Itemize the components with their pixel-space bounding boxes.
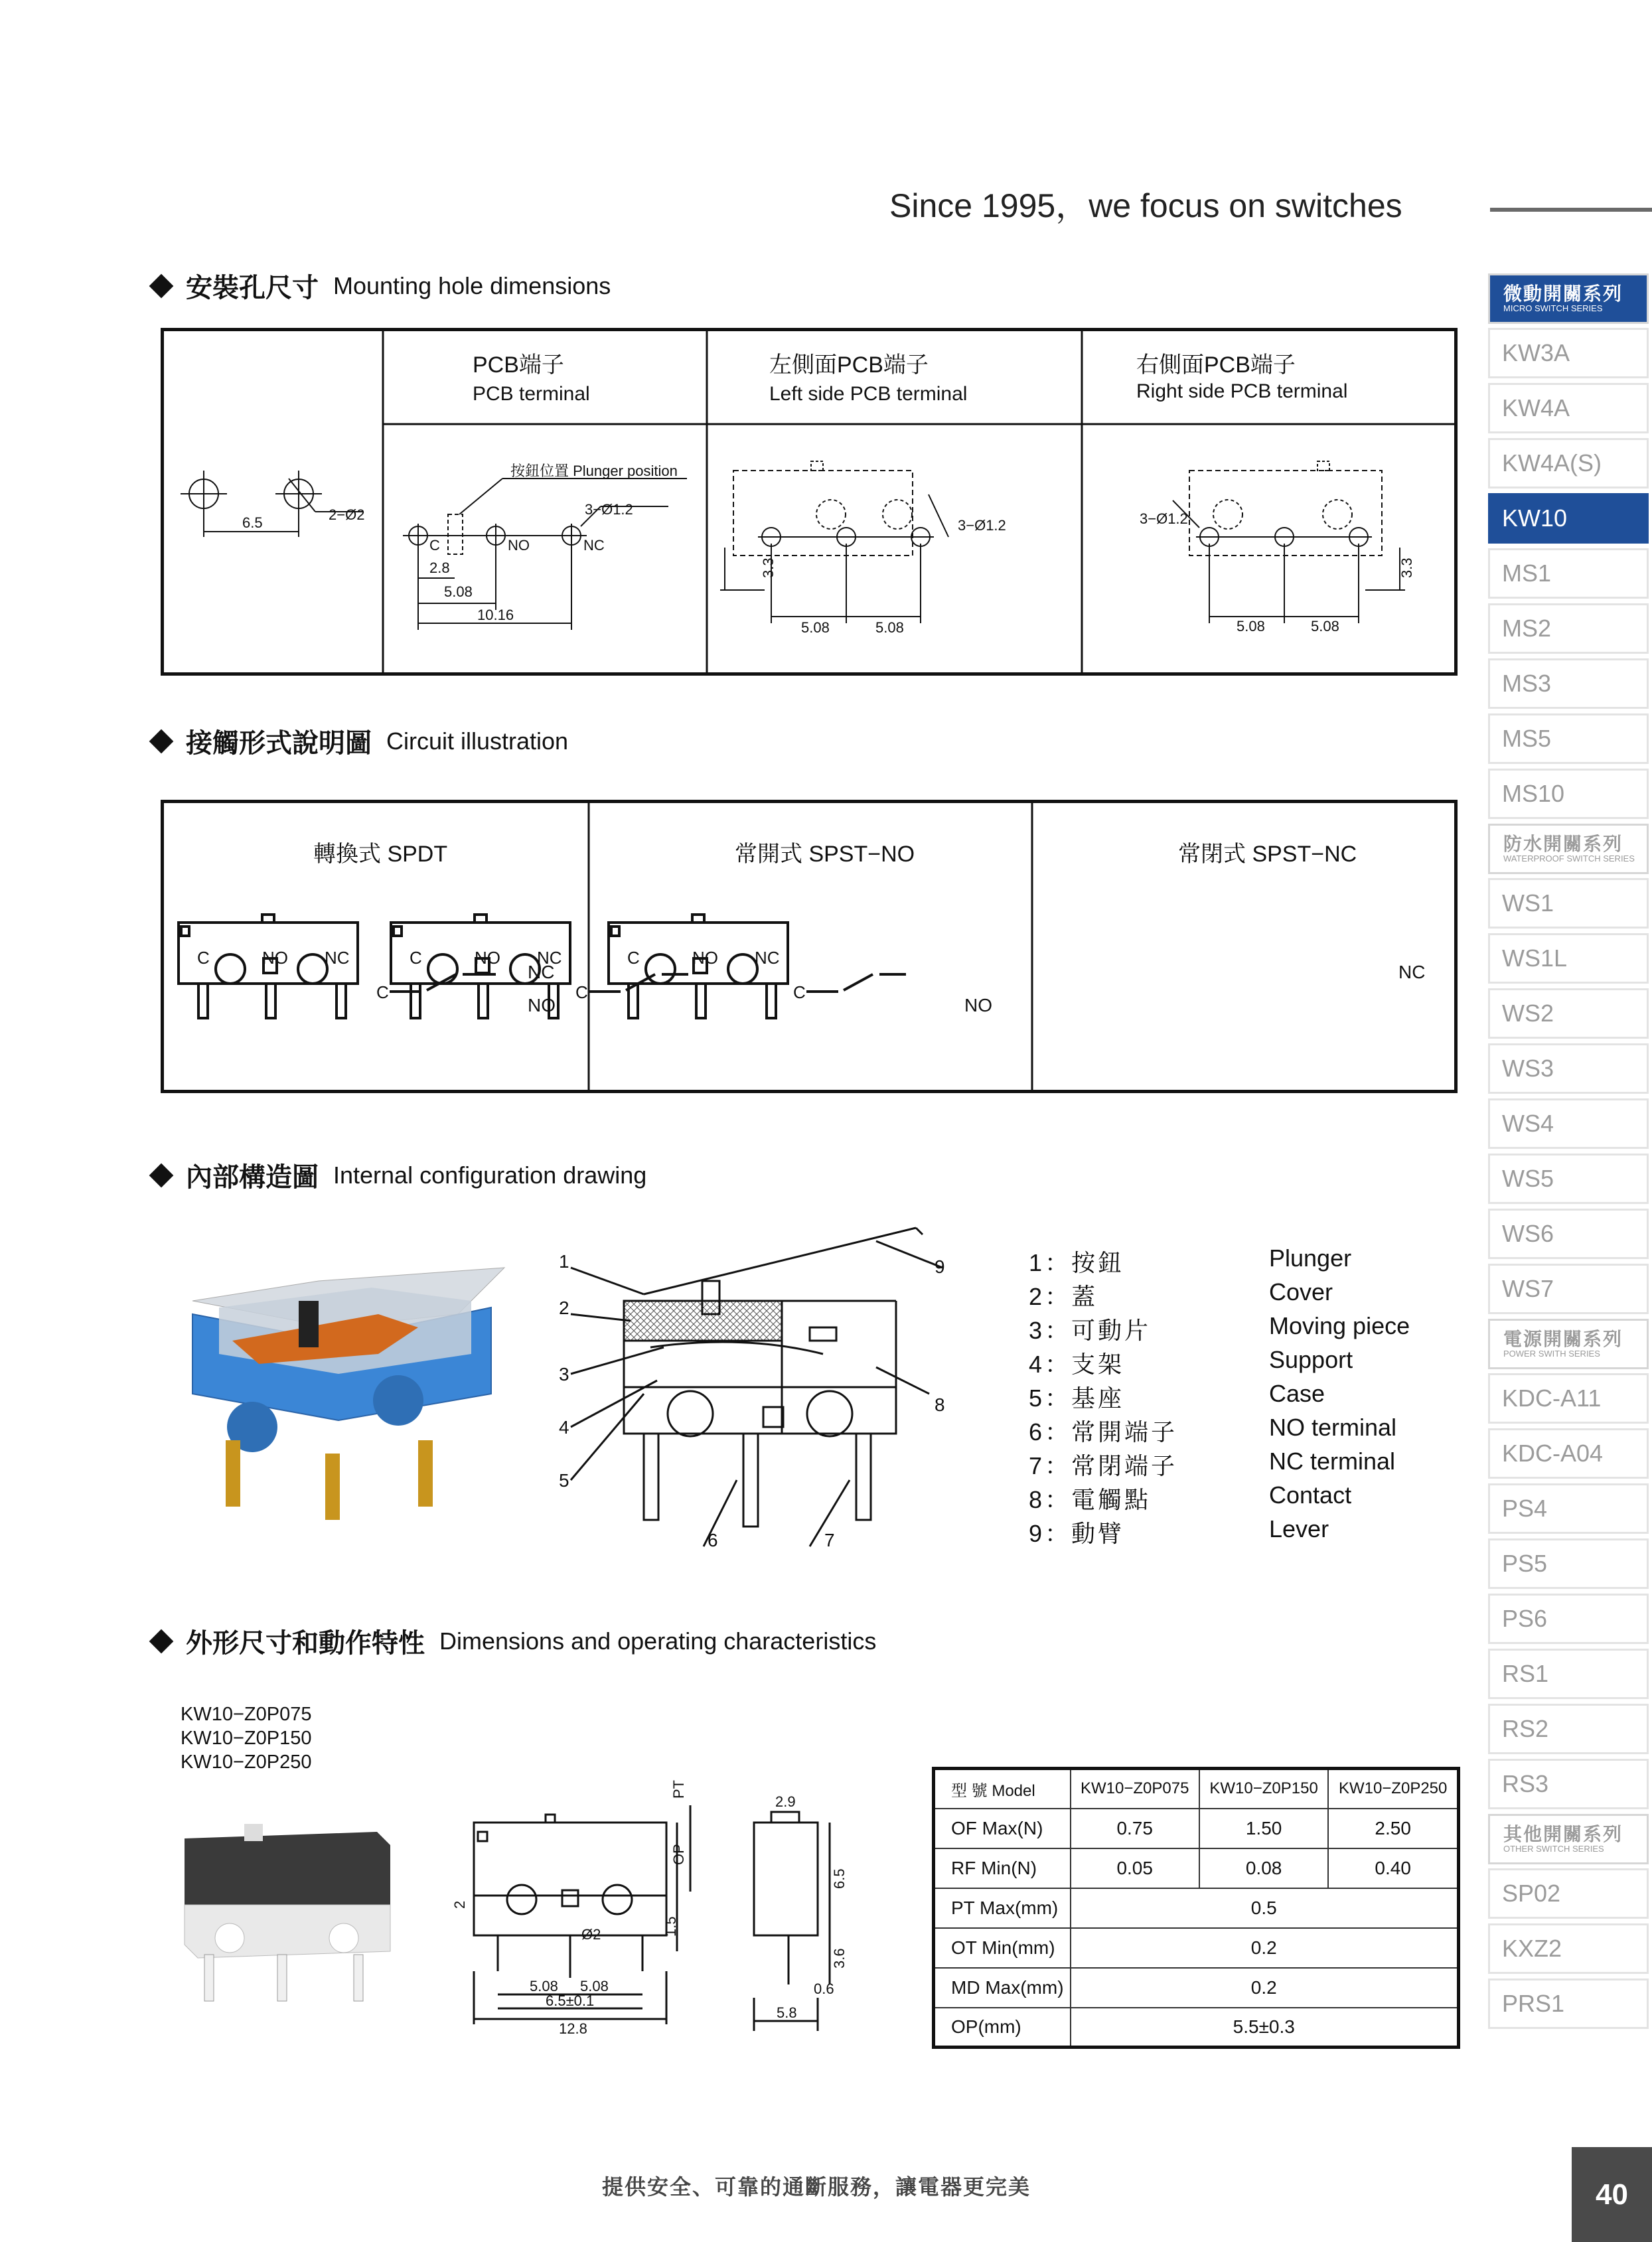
- spec-value: 0.5: [1071, 1888, 1459, 1928]
- circuit-table: [161, 800, 1458, 1093]
- svg-text:2.8: 2.8: [429, 560, 450, 576]
- circuit-drawings: [164, 803, 1454, 1090]
- svg-text:6.5: 6.5: [831, 1868, 848, 1889]
- spec-label: MD Max(mm): [934, 1968, 1071, 2008]
- sidebar-item[interactable]: WS1L: [1488, 933, 1649, 984]
- col-left-zh: 左側面PCB端子: [769, 352, 929, 378]
- svg-text:5: 5: [559, 1470, 569, 1491]
- switch-cutaway-illustration: [179, 1254, 511, 1533]
- col-pcb-en: PCB terminal: [473, 383, 590, 405]
- svg-text:PT: PT: [670, 1779, 687, 1799]
- sidebar-item[interactable]: MS2: [1488, 603, 1649, 654]
- dim-3-holes: 3−Ø1.2: [585, 501, 633, 518]
- svg-text:3.6: 3.6: [831, 1948, 848, 1969]
- spec-header-cell: KW10−Z0P250: [1328, 1769, 1458, 1809]
- sidebar-item[interactable]: PS5: [1488, 1538, 1649, 1589]
- page-number: 40: [1572, 2147, 1652, 2242]
- internal-line-drawing: [544, 1215, 969, 1560]
- spec-row: [934, 2008, 1459, 2048]
- sidebar-item[interactable]: WS4: [1488, 1098, 1649, 1149]
- legend-row: 1：按鈕 Plunger: [1029, 1244, 1352, 1276]
- diamond-bullet-icon: [149, 1629, 174, 1653]
- svg-text:12.8: 12.8: [559, 2020, 587, 2037]
- svg-text:8: 8: [935, 1394, 945, 1415]
- common-label: C: [793, 982, 806, 1002]
- legend-row: 5：基座 Case: [1029, 1380, 1325, 1412]
- svg-text:NC: NC: [583, 537, 605, 554]
- sidebar-item[interactable]: KXZ2: [1488, 1923, 1649, 1974]
- svg-text:NC: NC: [1398, 962, 1426, 982]
- mounting-table: [161, 328, 1458, 676]
- spec-label: OF Max(N): [934, 1809, 1071, 1848]
- spec-row: [934, 1809, 1459, 1848]
- sidebar-item[interactable]: WS5: [1488, 1154, 1649, 1204]
- svg-text:2: 2: [451, 1900, 468, 1909]
- spec-label: PT Max(mm): [934, 1888, 1071, 1928]
- legend-row: 9：動臂 Lever: [1029, 1515, 1329, 1547]
- svg-text:5.08: 5.08: [444, 583, 473, 600]
- spec-row: [934, 1968, 1459, 2008]
- sidebar-item[interactable]: WS2: [1488, 988, 1649, 1039]
- legend-row: 4：支架 Support: [1029, 1346, 1353, 1378]
- tagline-rule: [1490, 208, 1652, 212]
- spec-value: 0.05: [1071, 1848, 1199, 1888]
- svg-text:NC: NC: [528, 962, 555, 982]
- spec-value: 0.40: [1328, 1848, 1458, 1888]
- sidebar-item[interactable]: MS5: [1488, 713, 1649, 764]
- sidebar-item[interactable]: WS3: [1488, 1043, 1649, 1094]
- circuit-no-title: 常開式 SPST−NO: [735, 842, 915, 867]
- section-circuit-heading: 接觸形式說明圖 Circuit illustration: [153, 722, 568, 760]
- sidebar-group-heading: 防水開關系列 WATERPROOF SWITCH SERIES: [1488, 824, 1649, 874]
- col-pcb-zh: PCB端子: [473, 352, 564, 378]
- mounting-drawings: [164, 331, 1454, 672]
- svg-text:3−Ø1.2: 3−Ø1.2: [1140, 510, 1188, 527]
- spec-label: RF Min(N): [934, 1848, 1071, 1888]
- svg-text:Ø2: Ø2: [581, 1926, 601, 1943]
- svg-text:5.08: 5.08: [875, 619, 904, 636]
- spec-label: OT Min(mm): [934, 1928, 1071, 1968]
- sidebar-item[interactable]: KDC-A04: [1488, 1428, 1649, 1479]
- spec-header-cell: KW10−Z0P075: [1071, 1769, 1199, 1809]
- spec-header-cell: 型 號 Model: [934, 1769, 1071, 1809]
- sidebar-item[interactable]: PS6: [1488, 1594, 1649, 1644]
- svg-text:NO: NO: [964, 995, 992, 1015]
- svg-text:4: 4: [559, 1417, 569, 1438]
- svg-text:1.5: 1.5: [662, 1916, 679, 1937]
- svg-text:3−Ø1.2: 3−Ø1.2: [958, 517, 1006, 534]
- sidebar-group-heading: 微動開關系列 MICRO SWITCH SERIES: [1488, 273, 1649, 324]
- sidebar-item[interactable]: KW4A(S): [1488, 438, 1649, 488]
- legend-row: 6：常開端子 NO terminal: [1029, 1414, 1397, 1446]
- section-internal-heading: 內部構造圖 Internal configuration drawing: [153, 1156, 646, 1194]
- svg-text:5.08: 5.08: [1237, 618, 1265, 635]
- svg-text:0.6: 0.6: [814, 1980, 834, 1997]
- sidebar-item[interactable]: WS6: [1488, 1209, 1649, 1259]
- dim-2-hole: 2−Ø2: [329, 506, 365, 523]
- svg-text:5.08: 5.08: [801, 619, 830, 636]
- tagline: Since 1995，we focus on switches: [889, 187, 1402, 224]
- svg-text:3.3: 3.3: [1398, 558, 1415, 578]
- svg-text:3: 3: [559, 1364, 569, 1384]
- svg-text:2: 2: [559, 1298, 569, 1318]
- sidebar-item[interactable]: SP02: [1488, 1868, 1649, 1919]
- section-dims-heading: 外形尺寸和動作特性 Dimensions and operating characteristics: [153, 1622, 876, 1660]
- dimension-drawings: [425, 1759, 929, 2038]
- common-label: C: [575, 982, 588, 1002]
- svg-text:NO: NO: [508, 537, 530, 554]
- spec-value: 0.2: [1071, 1928, 1459, 1968]
- svg-text:3.3: 3.3: [760, 558, 777, 578]
- sidebar-item[interactable]: RS1: [1488, 1649, 1649, 1699]
- sidebar-item[interactable]: PS4: [1488, 1483, 1649, 1534]
- svg-text:10.16: 10.16: [477, 607, 514, 623]
- plunger-position-label: 按鈕位置 Plunger position: [510, 463, 678, 479]
- sidebar-item[interactable]: RS3: [1488, 1759, 1649, 1809]
- sidebar-item[interactable]: PRS1: [1488, 1979, 1649, 2029]
- spec-value: 0.75: [1071, 1809, 1199, 1848]
- sidebar-item[interactable]: KW4A: [1488, 383, 1649, 433]
- diamond-bullet-icon: [149, 273, 174, 298]
- spec-value: 5.5±0.3: [1071, 2008, 1459, 2048]
- svg-text:1: 1: [559, 1251, 569, 1272]
- spec-value: 0.08: [1199, 1848, 1328, 1888]
- svg-text:7: 7: [824, 1530, 835, 1550]
- spec-row: [934, 1848, 1459, 1888]
- spec-label: OP(mm): [934, 2008, 1071, 2048]
- pin-label: NC: [325, 948, 350, 968]
- svg-text:5.08: 5.08: [1311, 618, 1339, 635]
- spec-value: 1.50: [1199, 1809, 1328, 1848]
- svg-text:C: C: [429, 537, 440, 554]
- col-left-en: Left side PCB terminal: [769, 383, 968, 405]
- sidebar-group-heading: 電源開關系列 POWER SWITH SERIES: [1488, 1319, 1649, 1369]
- col-right-zh: 右側面PCB端子: [1136, 352, 1296, 378]
- model-list: KW10−Z0P075 KW10−Z0P150 KW10−Z0P250: [181, 1704, 312, 1773]
- pin-label: C: [410, 948, 422, 968]
- spec-table: [932, 1767, 1460, 2049]
- pin-label: NO: [692, 948, 718, 968]
- section-mounting-heading: 安裝孔尺寸 Mounting hole dimensions: [153, 267, 611, 305]
- pin-label: NC: [537, 948, 562, 968]
- sidebar-item[interactable]: MS10: [1488, 769, 1649, 819]
- svg-text:6: 6: [708, 1530, 718, 1550]
- svg-text:9: 9: [935, 1256, 945, 1277]
- series-sidebar: [1488, 273, 1649, 2034]
- sidebar-item[interactable]: WS1: [1488, 878, 1649, 929]
- svg-text:5.8: 5.8: [777, 2004, 797, 2021]
- svg-text:OP: OP: [670, 1844, 687, 1865]
- spec-value: 0.2: [1071, 1968, 1459, 2008]
- diamond-bullet-icon: [149, 1163, 174, 1187]
- sidebar-item[interactable]: WS7: [1488, 1264, 1649, 1314]
- pin-label: NO: [475, 948, 500, 968]
- sidebar-group-heading: 其他開關系列 OTHER SWITCH SERIES: [1488, 1814, 1649, 1864]
- sidebar-item[interactable]: MS1: [1488, 548, 1649, 599]
- spec-row: [934, 1928, 1459, 1968]
- spec-row: [934, 1888, 1459, 1928]
- common-label: C: [376, 982, 389, 1002]
- circuit-spdt-title: 轉換式 SPDT: [313, 842, 448, 867]
- sidebar-item[interactable]: KW3A: [1488, 328, 1649, 378]
- sidebar-item[interactable]: RS2: [1488, 1704, 1649, 1754]
- diamond-bullet-icon: [149, 729, 174, 753]
- sidebar-item[interactable]: KW10: [1488, 493, 1649, 544]
- sidebar-item[interactable]: MS3: [1488, 658, 1649, 709]
- dim-6-5: 6.5: [242, 514, 263, 531]
- legend-row: 8：電觸點 Contact: [1029, 1481, 1352, 1513]
- col-right-en: Right side PCB terminal: [1136, 380, 1348, 402]
- svg-text:NO: NO: [528, 995, 556, 1015]
- legend-row: 2：蓋 Cover: [1029, 1278, 1333, 1310]
- svg-text:2.9: 2.9: [775, 1793, 796, 1810]
- product-photo: [178, 1819, 397, 2004]
- svg-text:5.08: 5.08: [530, 1978, 558, 1994]
- pin-label: NC: [755, 948, 780, 968]
- footer-slogan: 提供安全、可靠的通斷服務，讓電器更完美: [601, 2175, 1031, 2199]
- svg-text:5.08: 5.08: [580, 1978, 609, 1994]
- spec-header-cell: KW10−Z0P150: [1199, 1769, 1328, 1809]
- legend-row: 7：常閉端子 NC terminal: [1029, 1448, 1396, 1479]
- sidebar-item[interactable]: KDC-A11: [1488, 1373, 1649, 1424]
- pin-label: C: [197, 948, 210, 968]
- spec-value: 2.50: [1328, 1809, 1458, 1848]
- circuit-nc-title: 常閉式 SPST−NC: [1178, 842, 1357, 867]
- legend-row: 3：可動片 Moving piece: [1029, 1312, 1410, 1344]
- pin-label: NO: [262, 948, 288, 968]
- svg-text:6.5±0.1: 6.5±0.1: [546, 1992, 595, 2009]
- pin-label: C: [627, 948, 640, 968]
